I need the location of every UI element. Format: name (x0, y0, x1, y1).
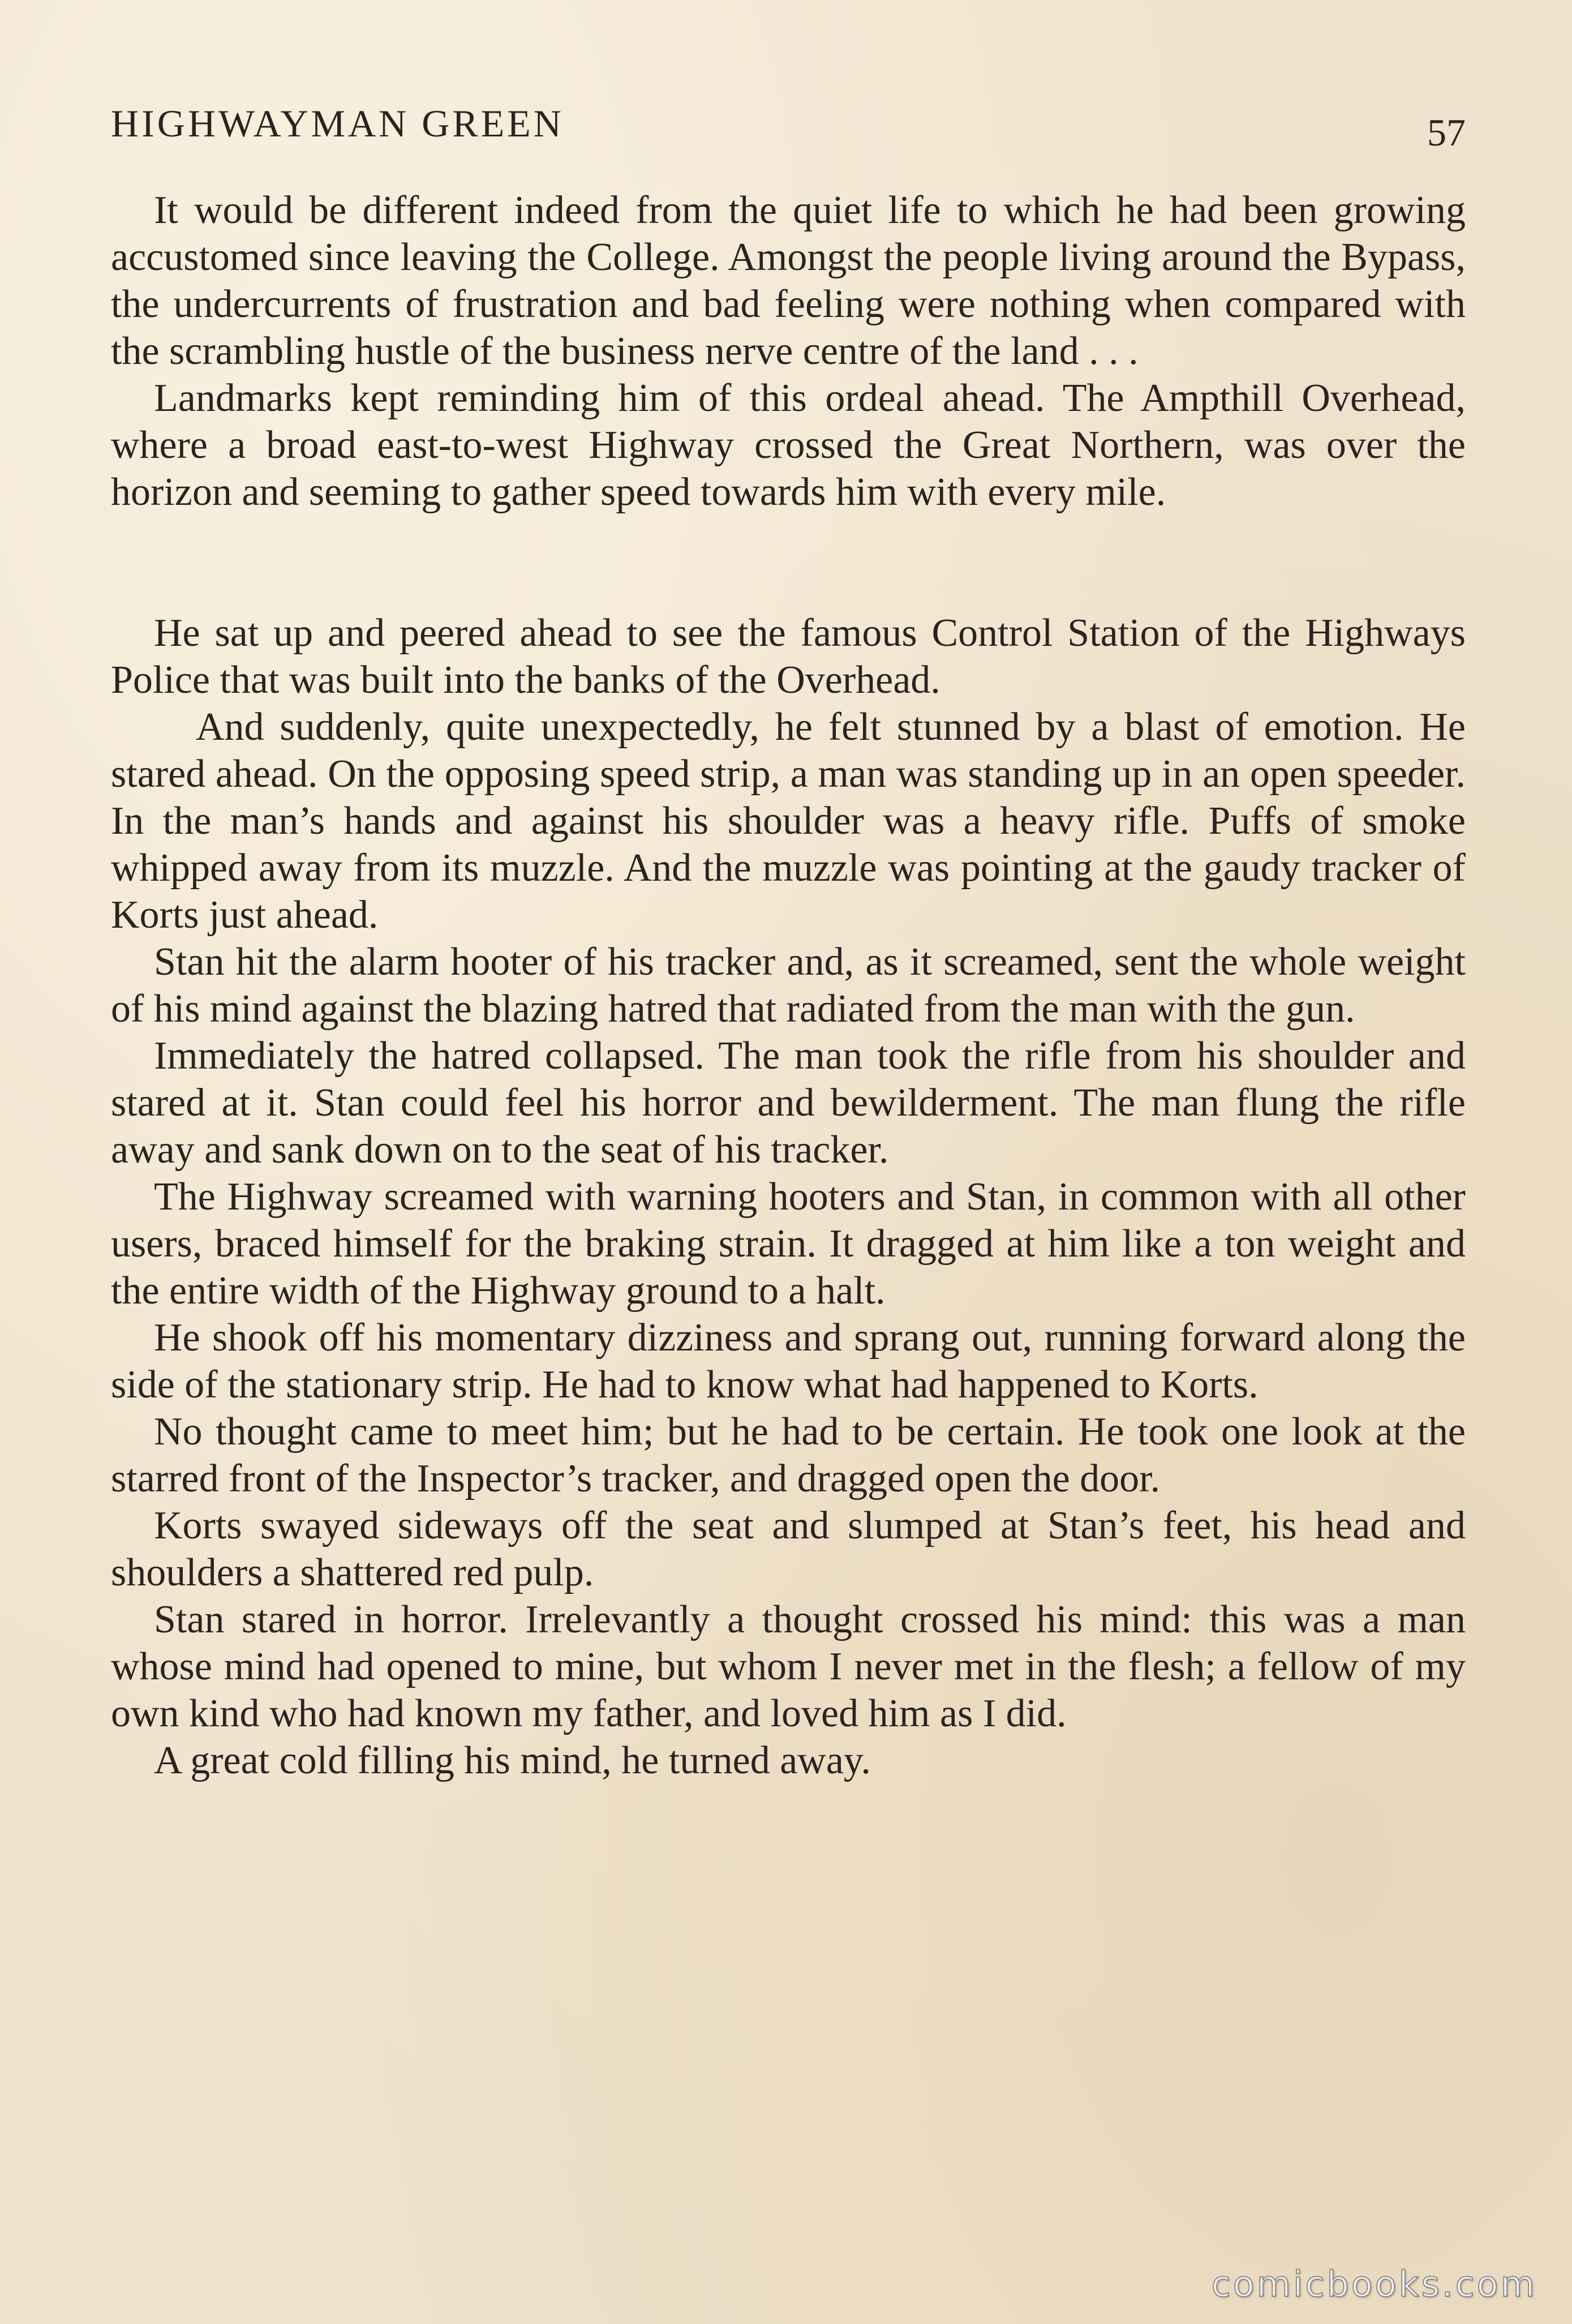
paragraph-5: Stan hit the alarm hooter of his tracker and, as it screamed, sent the whole weight of his mind against the blazing hatred that radiated from the man with the gun. (111, 940, 1466, 1031)
paragraph-2: Landmarks kept reminding him of this ordeal ahead. The Ampthill Overhead, where a broad east-to-west Highway crossed the Great Northern, was over the horizon and seeming to gather speed towards him with every mile. (111, 376, 1466, 514)
paragraph-6: Immediately the hatred collapsed. The man took the rifle from his shoulder and stared at it. Stan could feel his horror and bewilderment. The man flung the rifle away and sank down on to the seat of his tracker. (111, 1034, 1466, 1172)
section-break (111, 516, 1466, 610)
book-page (111, 96, 1466, 2247)
paragraph-12: A great cold filling his mind, he turned away. (154, 1739, 871, 1782)
paragraph-10: Korts swayed sideways off the seat and slumped at Stan’s feet, his head and shoulders a shattered red pulp. (111, 1504, 1466, 1594)
paragraph-3: He sat up and peered ahead to see the famous Control Station of the Highways Police that was built into the banks of the Overhead. (111, 611, 1466, 702)
paragraph-4: And suddenly, quite unexpectedly, he felt stunned by a blast of emotion. He stared ahead. On the opposing speed strip, a man was standing up in an open speeder. In the man’s hands and against his shoulder was a heavy rifle. Puffs of smoke whipped away from its muzzle. And the muzzle was pointing at the gaudy tracker of Korts just ahead. (111, 705, 1466, 937)
running-title: HIGHWAYMAN GREEN (111, 102, 564, 145)
paragraph-8: He shook off his momentary dizziness and sprang out, running forward along the side of the stationary strip. He had to know what had happened to Korts. (111, 1316, 1466, 1407)
body-text (111, 187, 1466, 1784)
paragraph-9: No thought came to meet him; but he had to be certain. He took one look at the starred front of the Inspector’s tracker, and dragged open the door. (111, 1410, 1466, 1500)
page-number: 57 (1427, 111, 1466, 154)
page-header (111, 96, 1466, 153)
paragraph-7: The Highway screamed with warning hooters and Stan, in common with all other users, braced himself for the braking strain. It dragged at him like a ton weight and the entire width of the Highway ground to a halt. (111, 1175, 1466, 1313)
paragraph-11: Stan stared in horror. Irrelevantly a thought crossed his mind: this was a man whose mind had opened to mine, but whom I never met in the flesh; a fellow of my own kind who had known my father, and loved him as I did. (111, 1598, 1466, 1735)
watermark: comicbooks.com (1211, 2263, 1537, 2305)
paragraph-1: It would be different indeed from the quiet life to which he had been growing accustomed since leaving the College. Amongst the people living around the Bypass, the undercurrents of frustration and bad feeling were nothing when compared with the scrambling hustle of the business nerve centre of the land . . . (111, 188, 1466, 373)
